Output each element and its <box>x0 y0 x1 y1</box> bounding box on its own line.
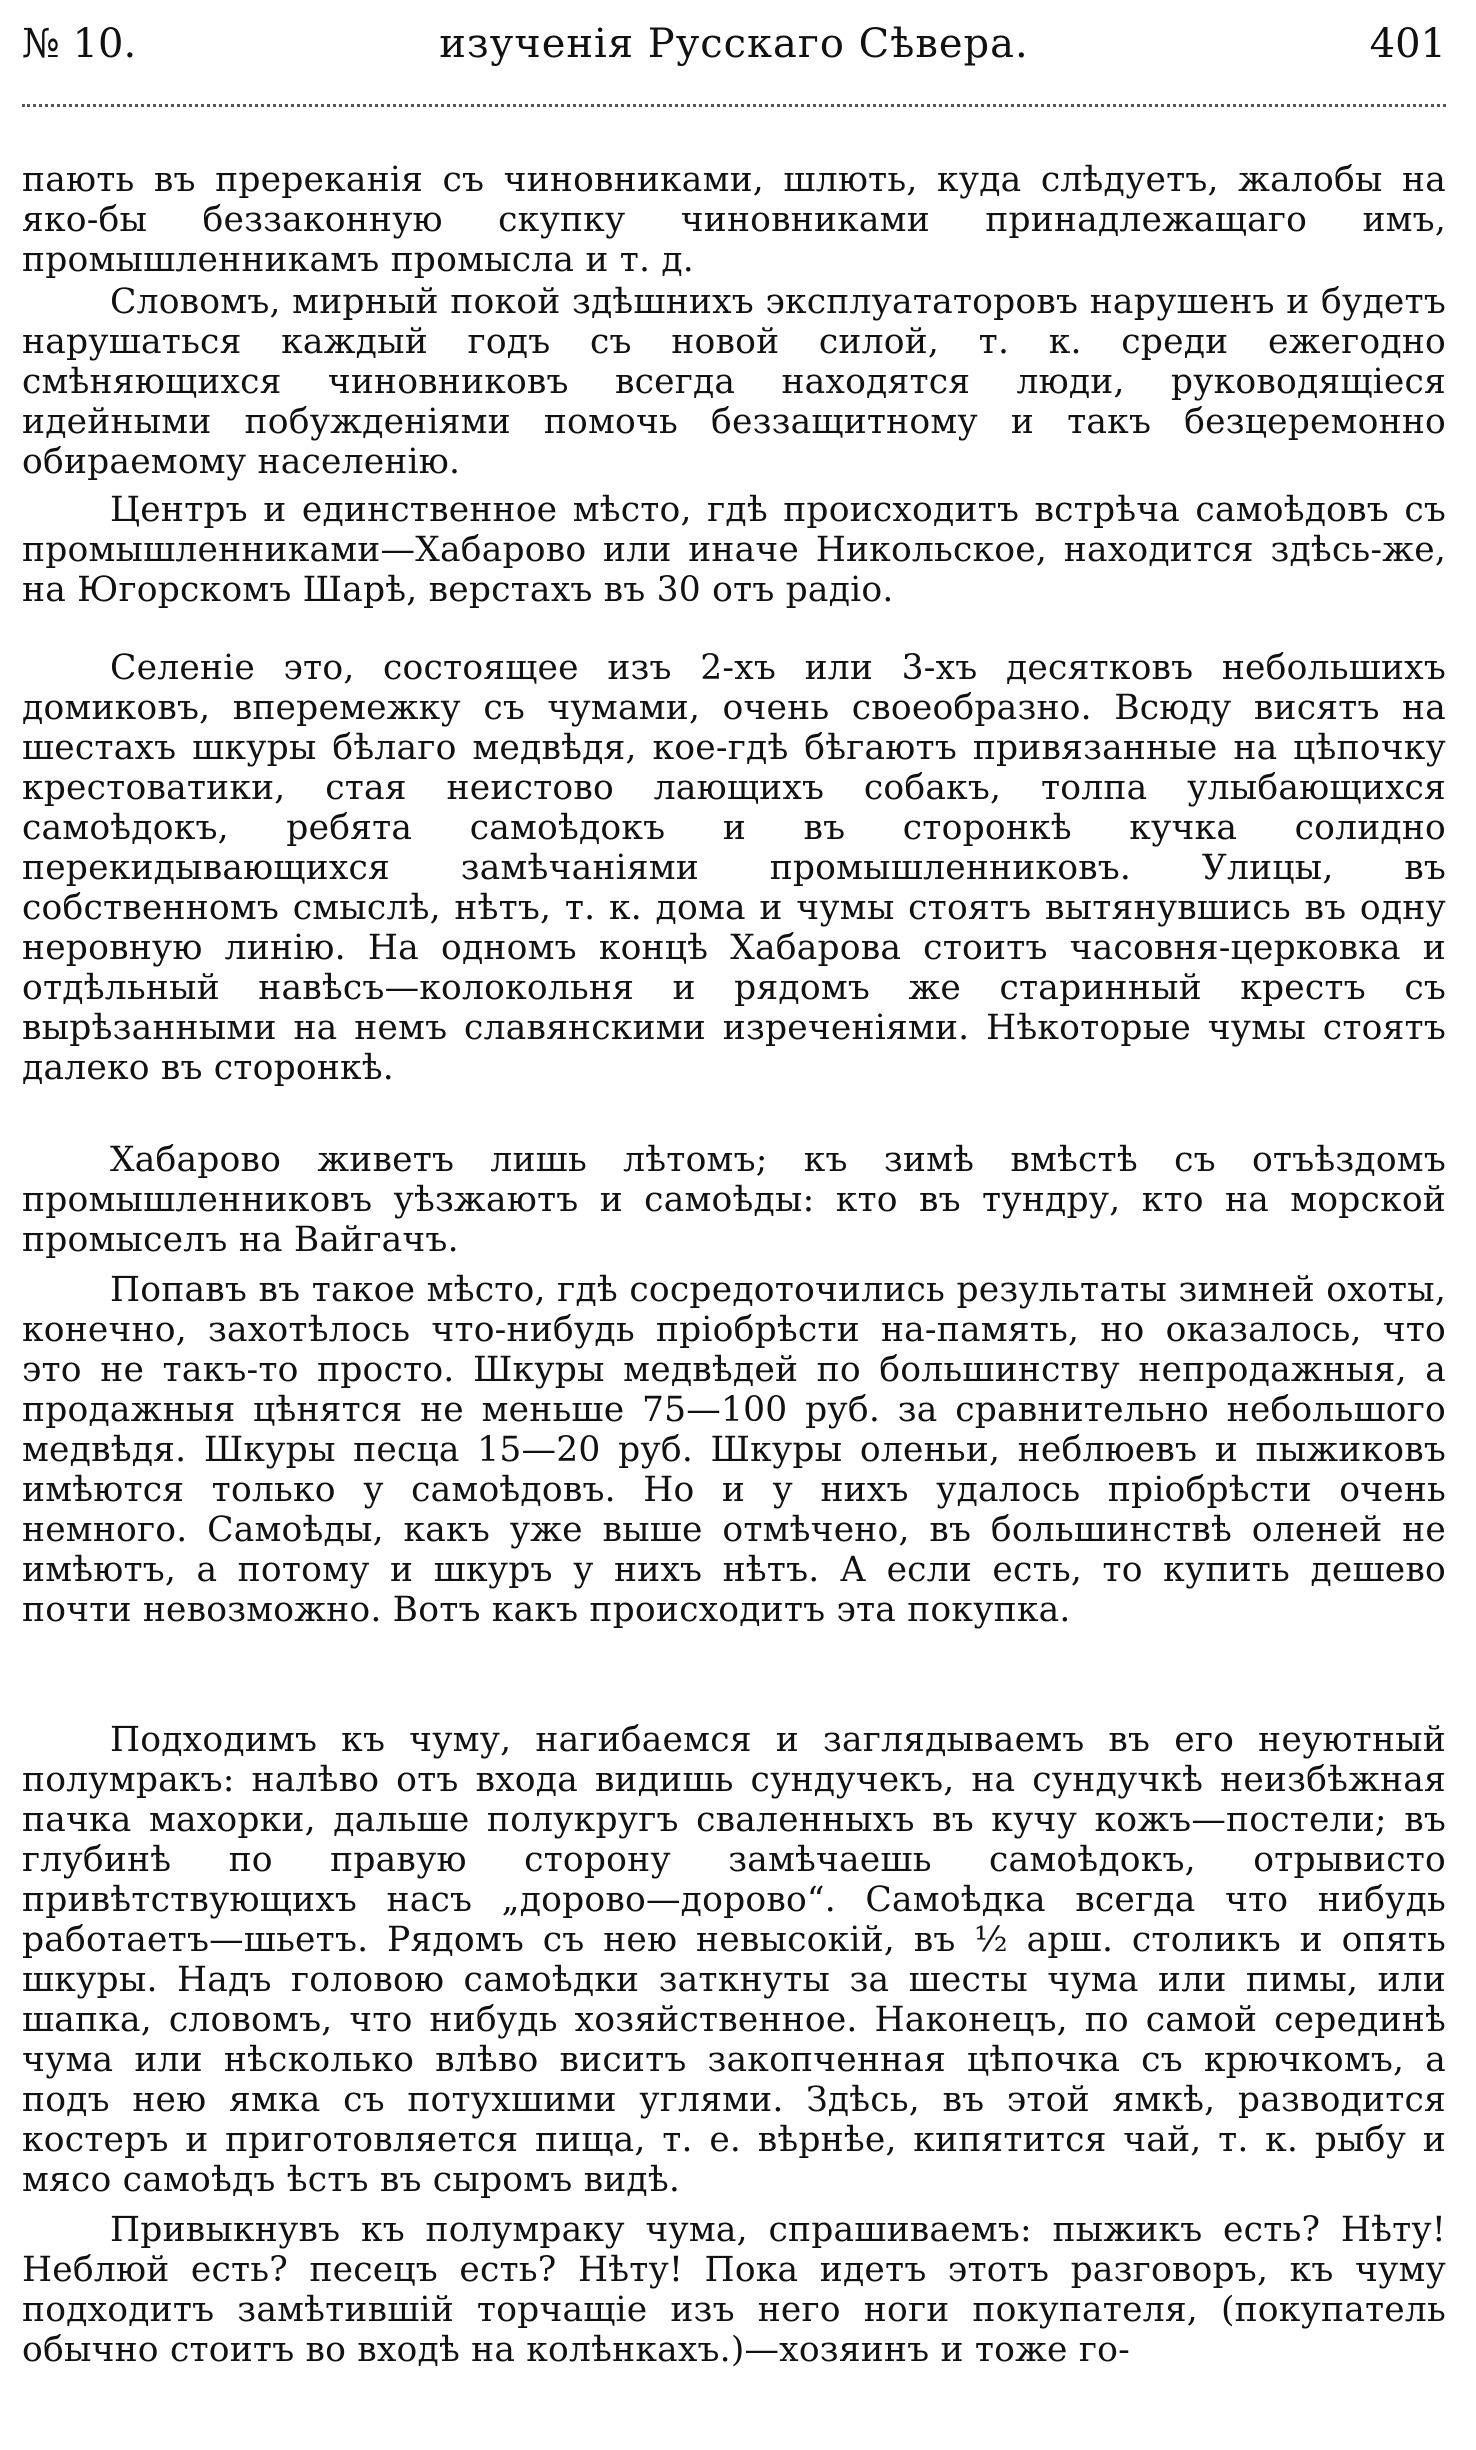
running-header <box>22 14 1446 74</box>
paragraph: Попавъ въ такое мѣсто, гдѣ сосредоточились результаты зимней охоты, конечно, захотѣлось что-нибудь пріобрѣсти на-память, но оказалось, что это не такъ-то просто. Шкуры медвѣдей по большинству непродажныя, а продажныя цѣнятся не меньше 75—100 руб. за сравнительно небольшого медвѣдя. Шкуры песца 15—20 руб. Шкуры оленьи, неблюевъ и пыжиковъ имѣются только у самоѣдовъ. Но и у нихъ удалось пріобрѣсти очень немного. Самоѣды, какъ уже выше отмѣчено, въ большинствѣ оленей не имѣютъ, а потому и шкуръ у нихъ нѣтъ. А если есть, то купить дешево почти невозможно. Вотъ какъ происходитъ эта покупка. <box>22 1270 1446 1630</box>
paragraph-continuation: пають въ пререканія съ чиновниками, шлють, куда слѣдуетъ, жалобы на яко-бы беззаконную скупку чиновниками принадлежащаго имъ, промышленникамъ промысла и т. д. <box>22 160 1446 280</box>
page-number: 401 <box>1369 21 1446 67</box>
paragraph: Селеніе это, состоящее изъ 2-хъ или 3-хъ десятковъ небольшихъ домиковъ, вперемежку съ чумами, очень своеобразно. Всюду висятъ на шестахъ шкуры бѣлаго медвѣдя, кое-гдѣ бѣгаютъ привязанные на цѣпочку крестоватики, стая неистово лающихъ собакъ, толпа улыбающихся самоѣдокъ, ребята самоѣдокъ и въ сторонкѣ кучка солидно перекидывающихся замѣчаніями промышленниковъ. Улицы, въ собственномъ смыслѣ, нѣтъ, т. к. дома и чумы стоятъ вытянувшись въ одну неровную линію. На одномъ концѣ Хабарова стоитъ часовня-церковка и отдѣльный навѣсъ—колокольня и рядомъ же старинный крестъ съ вырѣзанными на немъ славянскими изреченіями. Нѣкоторые чумы стоятъ далеко въ сторонкѣ. <box>22 648 1446 1088</box>
paragraph: Словомъ, мирный покой здѣшнихъ эксплуататоровъ нарушенъ и будетъ нарушаться каждый годъ съ новой силой, т. к. среди ежегодно смѣняющихся чиновниковъ всегда находятся люди, руководящіеся идейными побужденіями помочь беззащитному и такъ безцеремонно обираемому населенію. <box>22 282 1446 482</box>
paragraph: Привыкнувъ къ полумраку чума, спрашиваемъ: пыжикъ есть? Нѣту! Неблюй есть? песецъ есть? Нѣту! Пока идетъ этотъ разговоръ, къ чуму подходитъ замѣтившій торчащіе изъ него ноги покупателя, (покупатель обычно стоитъ во входѣ на колѣнкахъ.)—хозяинъ и тоже го- <box>22 2210 1446 2370</box>
paragraph: Хабарово живетъ лишь лѣтомъ; къ зимѣ вмѣстѣ съ отъѣздомъ промышленниковъ уѣзжаютъ и самоѣды: кто въ тундру, кто на морской промыселъ на Вайгачъ. <box>22 1140 1446 1260</box>
paragraph: Центръ и единственное мѣсто, гдѣ происходитъ встрѣча самоѣдовъ съ промышленниками—Хабарово или иначе Никольское, находится здѣсь-же, на Югорскомъ Шарѣ, верстахъ въ 30 отъ радіо. <box>22 490 1446 610</box>
issue-number: № 10. <box>22 21 137 67</box>
running-title: изученія Русскаго Сѣвера. <box>439 21 1029 67</box>
paragraph: Подходимъ къ чуму, нагибаемся и заглядываемъ въ его неуютный полумракъ: налѣво отъ входа видишь сундучекъ, на сундучкѣ неизбѣжная пачка махорки, дальше полукругъ сваленныхъ въ кучу кожъ—постели; въ глубинѣ по правую сторону замѣчаешь самоѣдокъ, отрывисто привѣтствующихъ насъ „дорово—дорово“. Самоѣдка всегда что нибудь работаетъ—шьетъ. Рядомъ съ нею невысокій, въ ½ арш. столикъ и опять шкуры. Надъ головою самоѣдки заткнуты за шесты чума или пимы, или шапка, словомъ, что нибудь хозяйственное. Наконецъ, по самой серединѣ чума или нѣсколько влѣво виситъ закопченная цѣпочка съ крючкомъ, а подъ нею ямка съ потухшими углями. Здѣсь, въ этой ямкѣ, разводится костеръ и приготовляется пища, т. е. вѣрнѣе, кипятится чай, т. к. рыбу и мясо самоѣдъ ѣстъ въ сыромъ видѣ. <box>22 1720 1446 2200</box>
header-divider <box>22 104 1446 107</box>
